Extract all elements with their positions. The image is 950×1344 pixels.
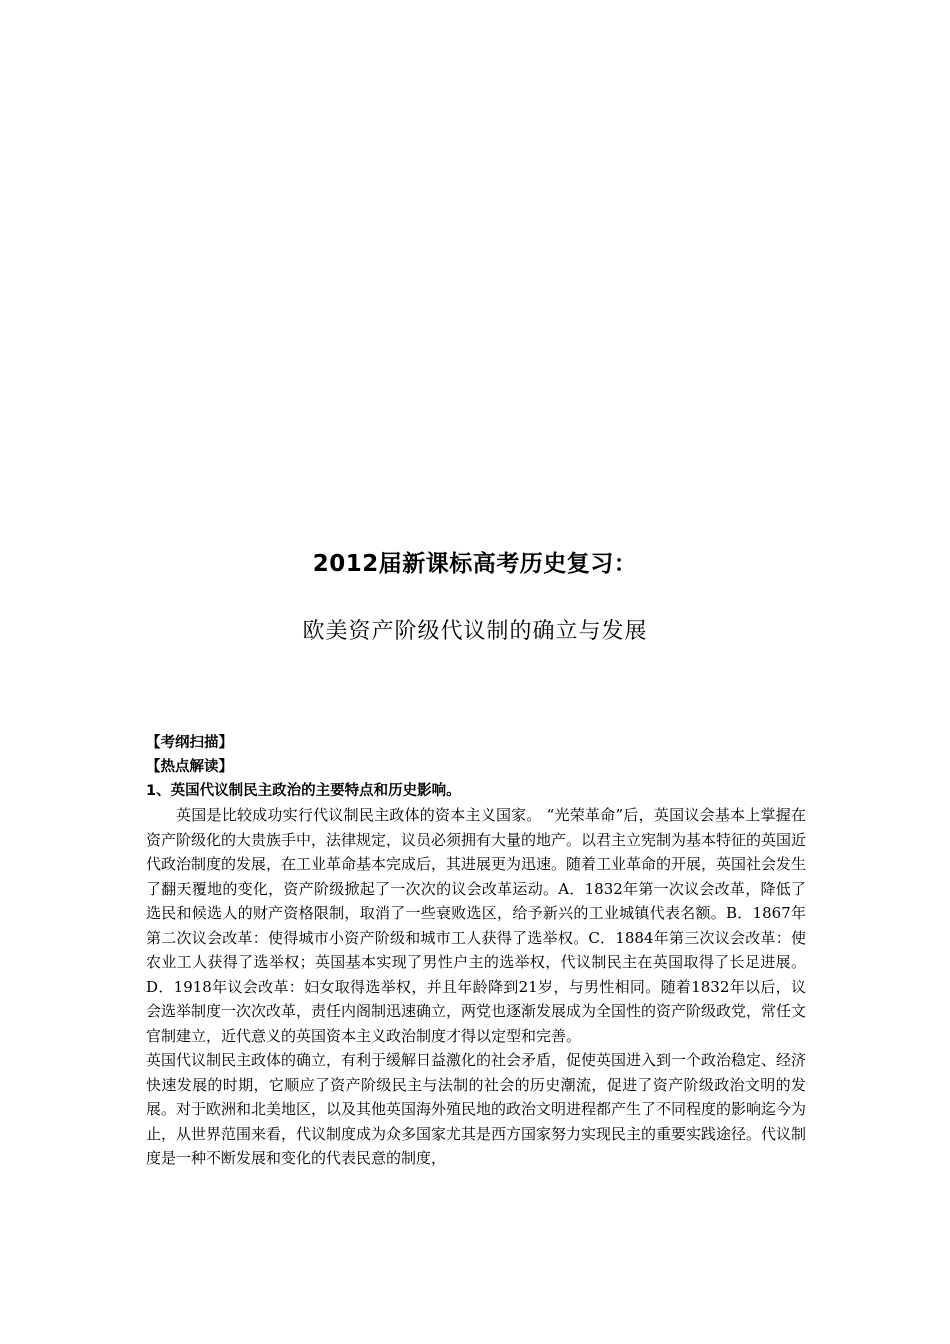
document-title: 2012届新课标高考历史复习： bbox=[312, 551, 638, 577]
document-body bbox=[146, 731, 806, 1171]
body-paragraph-1: 英国是比较成功实行代议制民主政体的资本主义国家。 “光荣革命”后，英国议会基本上掌握在资产阶级化的大贵族手中，法律规定，议员必须拥有大量的地产。以君主立宪制为基本特征的英国近代政治制度的发展，在工业革命基本完成后，其进展更为迅速。随着工业革命的开展，英国社会发生了翻天覆地的变化，资产阶级掀起了一次次的议会改革运动。A．1832年第一次议会改革，降低了选民和候选人的财产资格限制，取消了一些衰败选区，给予新兴的工业城镇代表名额。B．1867年第二次议会改革：使得城市小资产阶级和城市工人获得了选举权。C．1884年第三次议会改革：使农业工人获得了选举权；英国基本实现了男性户主的选举权，代议制民主在英国取得了长足进展。D．1918年议会改革：妇女取得选举权，并且年龄降到21岁，与男性相同。随着1832年以后，议会选举制度一次次改革，责任内阁制迅速确立，两党也逐渐发展成为全国性的资产阶级政党，常任文官制建立，近代意义的英国资本主义政治制度才得以定型和完善。 bbox=[146, 806, 807, 1045]
body-paragraph-2: 英国代议制民主政体的确立，有利于缓解日益激化的社会矛盾，促使英国进入到一个政治稳定、经济快速发展的时期，它顺应了资产阶级民主与法制的社会的历史潮流，促进了资产阶级政治文明的发展。对于欧洲和北美地区，以及其他英国海外殖民地的政治文明进程都产生了不同程度的影响迄今为止，从世界范围来看，代议制度成为众多国家尤其是西方国家努力实现民主的重要实践途径。代议制度是一种不断发展和变化的代表民意的制度， bbox=[146, 1051, 807, 1167]
question-1-heading: 1、英国代议制民主政治的主要特点和历史影响。 bbox=[146, 783, 461, 799]
section-hot-topics: 【热点解读】 bbox=[146, 759, 233, 775]
section-exam-outline: 【考纲扫描】 bbox=[146, 735, 233, 751]
document-subtitle: 欧美资产阶级代议制的确立与发展 bbox=[302, 619, 648, 644]
